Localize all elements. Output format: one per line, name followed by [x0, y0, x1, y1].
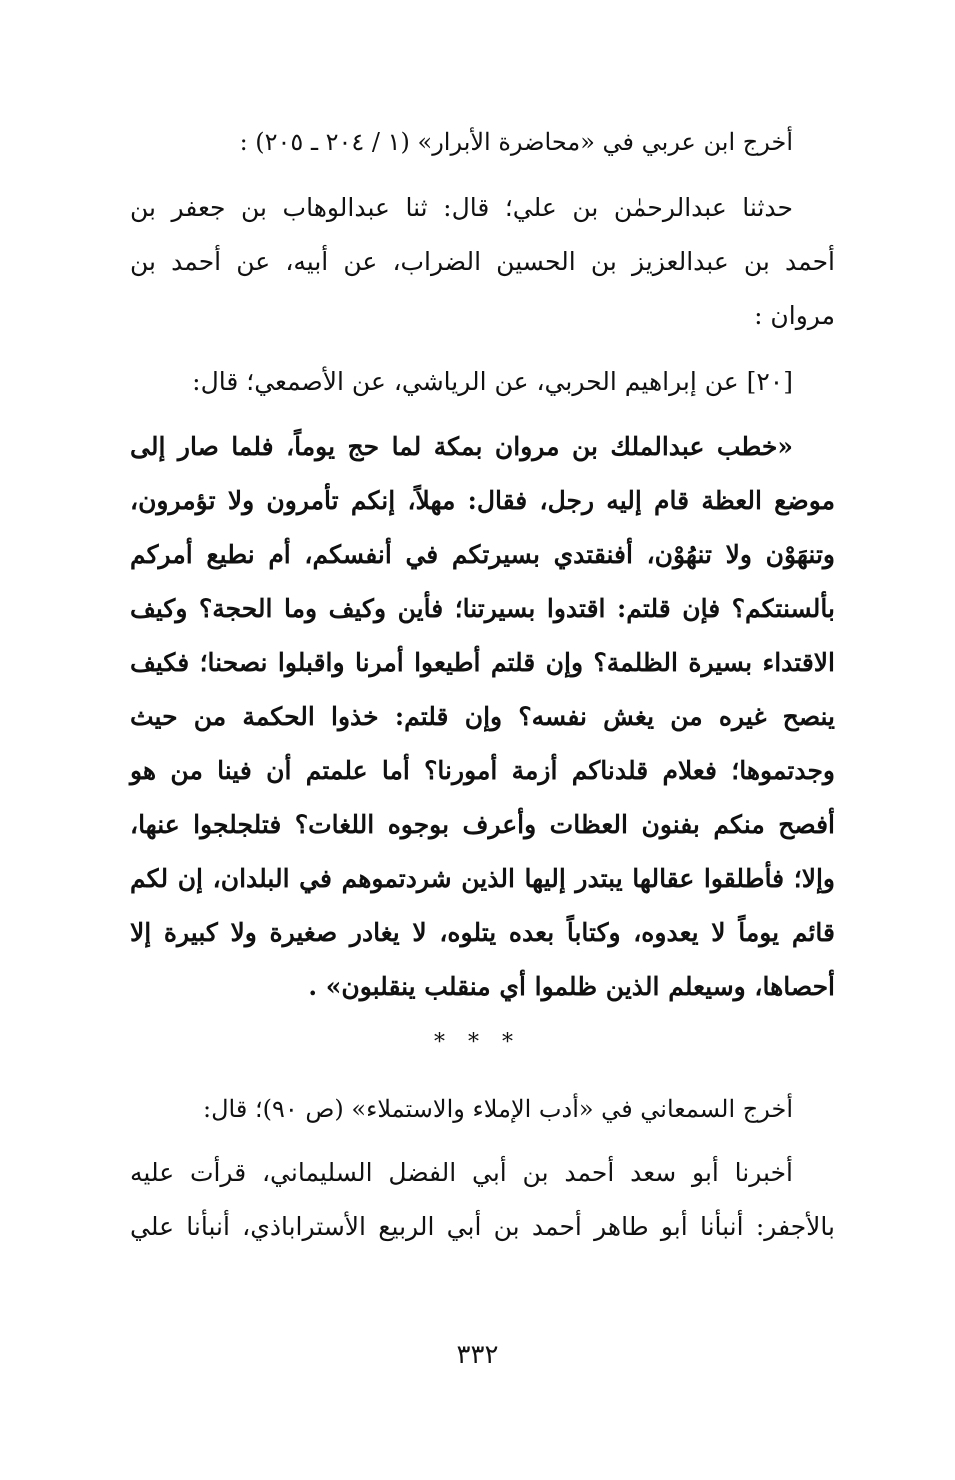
isnad-line: حدثنا عبدالرحمٰن بن علي؛ قال: ثنا عبدالوهاب بن جعفر بن	[130, 193, 793, 222]
section1-number-line	[130, 355, 835, 409]
text-line: موضع العظة قام إليه رجل، فقال: مهلاً، إنكم تأمرون ولا تؤمرون،	[130, 486, 835, 515]
text-line: الاقتداء بسيرة الظلمة؟ وإن قلتم أطيعوا أمرنا واقبلوا نصحنا؛ فكيف	[130, 648, 835, 677]
intro-line: أخرج ابن عربي في «محاضرة الأبرار» (١ / ٢٠٤ ـ ٢٠٥) :	[239, 128, 793, 156]
text-line: وإلا؛ فأطلقوا عقالها يبتدر إليها الذين شردتموهم في البلدان، إن لكم	[130, 864, 835, 893]
section1-intro	[130, 115, 835, 169]
text-line: ينصح غيره من يغش نفسه؟ وإن قلتم: خذوا الحكمة من حيث	[130, 702, 835, 731]
section2-text	[130, 1146, 835, 1254]
section1-isnad	[130, 181, 835, 343]
isnad-line: أحمد بن عبدالعزيز بن الحسين الضراب، عن أبيه، عن أحمد بن	[130, 247, 835, 276]
section-separator: * * *	[434, 1030, 521, 1055]
intro-line: أخرج السمعاني في «أدب الإملاء والاستملاء» (ص ٩٠)؛ قال:	[203, 1095, 793, 1123]
page-number: ٣٣٢	[456, 1340, 499, 1370]
text-line: وتنهَوْن ولا تنهُوْن، أفنقتدي بسيرتكم في أنفسكم، أم نطيع أمركم	[130, 540, 835, 569]
text-line: بالأجفر: أنبأنا أبو طاهر أحمد بن أبي الربيع الأستراباذي، أنبأنا علي	[130, 1212, 835, 1241]
text-line: وجدتموها؛ فعلام قلدناكم أزمة أمورنا؟ أما علمتم أن فينا من هو	[130, 756, 835, 785]
section1-text	[130, 420, 835, 1014]
text-line: أفصح منكم بفنون العظات وأعرف بوجوه اللغات؟ فتلجلجوا عنها،	[130, 810, 835, 839]
text-line: أحصاها، وسيعلم الذين ظلموا أي منقلب ينقلبون» .	[308, 972, 835, 1001]
text-line: «خطب عبدالملك بن مروان بمكة لما حج يوماً، فلما صار إلى	[130, 432, 793, 461]
section2-intro	[130, 1082, 835, 1136]
text-line: بألسنتكم؟ فإن قلتم: اقتدوا بسيرتنا؛ فأين وكيف وما الحجة؟ وكيف	[130, 594, 835, 623]
hadith-number-line: [٢٠] عن إبراهيم الحربي، عن الرياشي، عن الأصمعي؛ قال:	[192, 367, 793, 396]
isnad-line: مروان :	[754, 301, 835, 330]
text-line: أخبرنا أبو سعد أحمد بن أبي الفضل السليماني، قرأت عليه	[130, 1158, 793, 1187]
text-line: قائم يوماً لا يعدوه، وكتاباً بعده يتلوه، لا يغادر صغيرة ولا كبيرة إلا	[130, 918, 835, 947]
